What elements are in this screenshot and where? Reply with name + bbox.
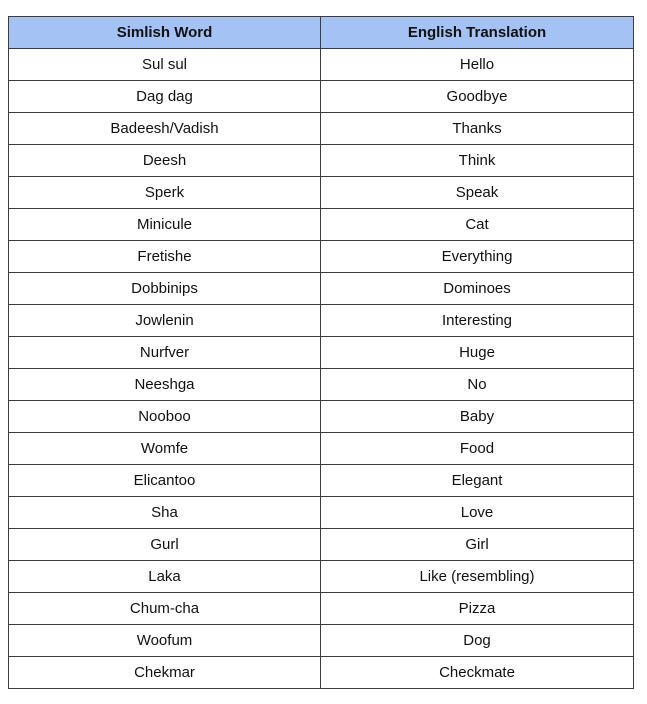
- header-simlish-word: Simlish Word: [9, 17, 321, 49]
- translation-table-container: [8, 16, 633, 689]
- simlish-word-cell: Chum-cha: [9, 593, 321, 625]
- header-english-translation: English Translation: [321, 17, 634, 49]
- table-body: [9, 49, 634, 689]
- english-translation-cell: Dog: [321, 625, 634, 657]
- table-row: [9, 241, 634, 273]
- english-translation-cell: Speak: [321, 177, 634, 209]
- simlish-word-cell: Gurl: [9, 529, 321, 561]
- english-translation-cell: Girl: [321, 529, 634, 561]
- table-row: [9, 369, 634, 401]
- english-translation-cell: Elegant: [321, 465, 634, 497]
- table-row: [9, 209, 634, 241]
- table-row: [9, 529, 634, 561]
- table-row: [9, 593, 634, 625]
- simlish-word-cell: Sha: [9, 497, 321, 529]
- simlish-word-cell: Elicantoo: [9, 465, 321, 497]
- simlish-word-cell: Laka: [9, 561, 321, 593]
- simlish-word-cell: Dag dag: [9, 81, 321, 113]
- english-translation-cell: Food: [321, 433, 634, 465]
- simlish-word-cell: Minicule: [9, 209, 321, 241]
- simlish-word-cell: Neeshga: [9, 369, 321, 401]
- english-translation-cell: Huge: [321, 337, 634, 369]
- english-translation-cell: Dominoes: [321, 273, 634, 305]
- table-row: [9, 497, 634, 529]
- simlish-word-cell: Badeesh/Vadish: [9, 113, 321, 145]
- simlish-translation-table: [8, 16, 634, 689]
- english-translation-cell: No: [321, 369, 634, 401]
- table-row: [9, 465, 634, 497]
- english-translation-cell: Checkmate: [321, 657, 634, 689]
- table-row: [9, 625, 634, 657]
- simlish-word-cell: Deesh: [9, 145, 321, 177]
- english-translation-cell: Interesting: [321, 305, 634, 337]
- table-row: [9, 113, 634, 145]
- table-row: [9, 177, 634, 209]
- simlish-word-cell: Jowlenin: [9, 305, 321, 337]
- english-translation-cell: Baby: [321, 401, 634, 433]
- english-translation-cell: Think: [321, 145, 634, 177]
- english-translation-cell: Hello: [321, 49, 634, 81]
- table-row: [9, 81, 634, 113]
- simlish-word-cell: Dobbinips: [9, 273, 321, 305]
- simlish-word-cell: Woofum: [9, 625, 321, 657]
- english-translation-cell: Love: [321, 497, 634, 529]
- english-translation-cell: Pizza: [321, 593, 634, 625]
- simlish-word-cell: Nurfver: [9, 337, 321, 369]
- header-row: [9, 17, 634, 49]
- table-row: [9, 305, 634, 337]
- table-row: [9, 401, 634, 433]
- simlish-word-cell: Fretishe: [9, 241, 321, 273]
- english-translation-cell: Thanks: [321, 113, 634, 145]
- table-header: [9, 17, 634, 49]
- table-row: [9, 49, 634, 81]
- english-translation-cell: Goodbye: [321, 81, 634, 113]
- table-row: [9, 273, 634, 305]
- table-row: [9, 433, 634, 465]
- simlish-word-cell: Sperk: [9, 177, 321, 209]
- table-row: [9, 337, 634, 369]
- table-row: [9, 145, 634, 177]
- simlish-word-cell: Sul sul: [9, 49, 321, 81]
- simlish-word-cell: Chekmar: [9, 657, 321, 689]
- english-translation-cell: Like (resembling): [321, 561, 634, 593]
- simlish-word-cell: Nooboo: [9, 401, 321, 433]
- simlish-word-cell: Womfe: [9, 433, 321, 465]
- english-translation-cell: Cat: [321, 209, 634, 241]
- table-row: [9, 561, 634, 593]
- table-row: [9, 657, 634, 689]
- english-translation-cell: Everything: [321, 241, 634, 273]
